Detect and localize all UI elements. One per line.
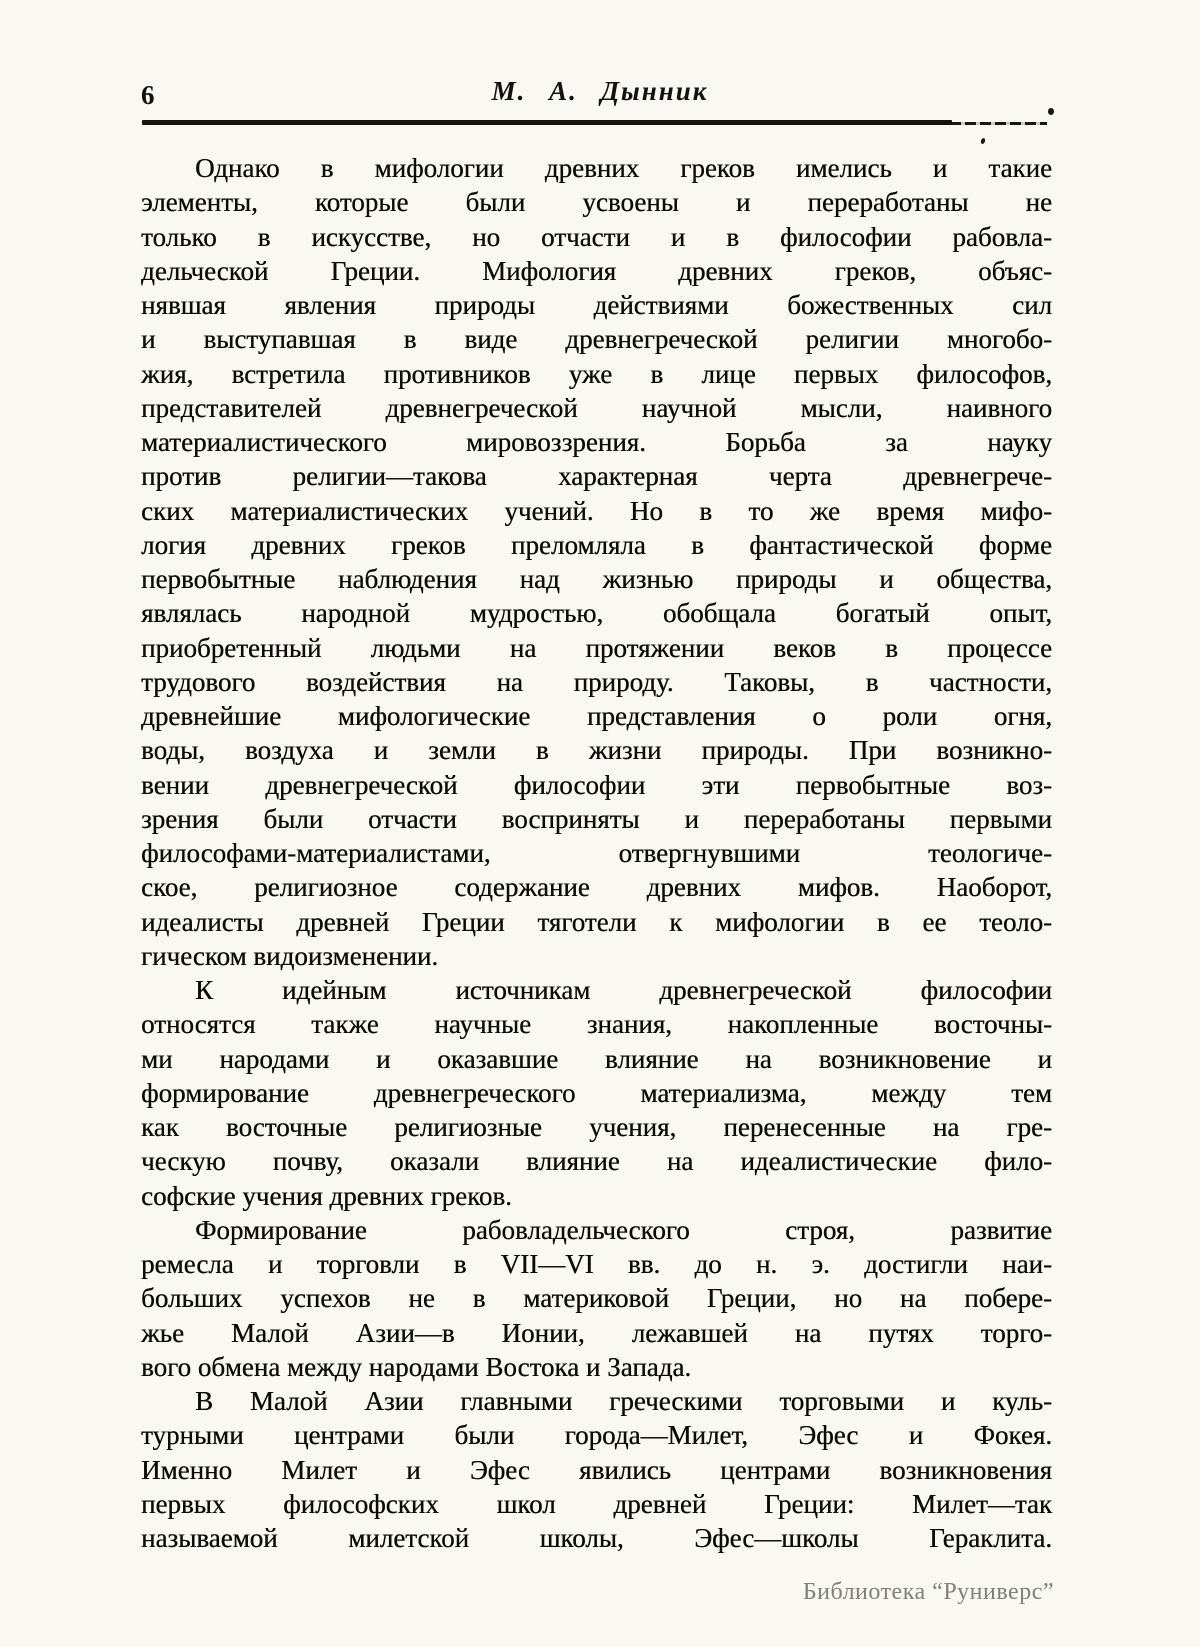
text-line: только в искусстве, но отчасти и в философии рабовла- — [141, 221, 1052, 252]
text-line: больших успехов не в материковой Греции, но на побере- — [141, 1283, 1052, 1314]
header-rule-tail — [950, 122, 1047, 125]
text-line: называемой милетской школы, Эфес—школы Гераклита. — [141, 1523, 1052, 1553]
text-line: формирование древнегреческого материализма, между тем — [141, 1077, 1052, 1108]
text-line: Именно Милет и Эфес явились центрами возникновения — [141, 1454, 1052, 1485]
text-line: гическом видоизменении. — [141, 940, 439, 971]
text-line: ческую почву, оказали влияние на идеалистические фило- — [141, 1146, 1052, 1177]
page-number: 6 — [141, 80, 155, 110]
text-line: воды, воздуха и земли в жизни природы. При возникно- — [141, 735, 1052, 766]
text-line: против религии—такова характерная черта древнегрече- — [141, 461, 1052, 492]
text-line: турными центрами были города—Милет, Эфес и Фокея. — [141, 1420, 1052, 1451]
text-line: софские учения древних греков. — [141, 1180, 512, 1211]
text-line: К идейным источникам древнегреческой философии — [195, 975, 1052, 1005]
text-line: вении древнегреческой философии эти первобытные воз- — [141, 769, 1052, 800]
text-line: нявшая явления природы действиями божественных сил — [141, 290, 1052, 320]
text-line: ское, религиозное содержание древних мифов. Наоборот, — [141, 872, 1052, 903]
library-watermark: Библиотека “Руниверс” — [802, 1579, 1054, 1605]
text-line: Формирование рабовладельческого строя, развитие — [195, 1214, 1052, 1245]
text-line: В Малой Азии главными греческими торговыми и куль- — [195, 1386, 1052, 1416]
header-rule — [142, 120, 952, 125]
running-header: М. А. Дынник — [491, 76, 709, 106]
text-line: дельческой Греции. Мифология древних греков, объяс- — [141, 255, 1052, 286]
text-line: Однако в мифологии древних греков имелись и такие — [195, 153, 1052, 183]
text-line: идеалисты древней Греции тяготели к мифологии в ее теоло- — [141, 906, 1052, 937]
text-line: приобретенный людьми на протяжении веков в процессе — [141, 632, 1052, 663]
text-line: являлась народной мудростью, обобщала богатый опыт, — [141, 598, 1052, 629]
text-line: вого обмена между народами Востока и Запада. — [141, 1351, 692, 1382]
text-line: философами-материалистами, отвергнувшими теологиче- — [141, 838, 1052, 868]
text-line: материалистического мировоззрения. Борьба за науку — [141, 427, 1052, 457]
text-line: первых философских школ древней Греции: Милет—так — [141, 1488, 1052, 1519]
ink-speck — [1048, 108, 1054, 115]
body-text — [141, 151, 1052, 1555]
text-line: элементы, которые были усвоены и переработаны не — [141, 187, 1052, 218]
text-line: первобытные наблюдения над жизнью природы и общества, — [141, 564, 1052, 594]
text-line: древнейшие мифологические представления о роли огня, — [141, 701, 1052, 731]
text-line: представителей древнегреческой научной мысли, наивного — [141, 392, 1052, 423]
text-line: логия древних греков преломляла в фантастической форме — [141, 529, 1052, 560]
text-line: жье Малой Азии—в Ионии, лежавшей на путях торго- — [141, 1317, 1052, 1348]
text-line: как восточные религиозные учения, перенесенные на гре- — [141, 1112, 1052, 1142]
text-line: ских материалистических учений. Но в то же время мифо- — [141, 495, 1052, 526]
text-line: ми народами и оказавшие влияние на возникновение и — [141, 1043, 1052, 1074]
ink-speck — [980, 137, 986, 144]
text-line: зрения были отчасти восприняты и переработаны первыми — [141, 803, 1052, 834]
text-line: трудового воздействия на природу. Таковы, в частности, — [141, 666, 1052, 697]
text-line: относятся также научные знания, накопленные восточны- — [141, 1009, 1052, 1040]
text-line: и выступавшая в виде древнегреческой религии многобо- — [141, 324, 1052, 355]
text-line: жия, встретила противников уже в лице первых философов, — [141, 358, 1052, 389]
text-line: ремесла и торговли в VII—VI вв. до н. э. достигли наи- — [141, 1249, 1052, 1279]
